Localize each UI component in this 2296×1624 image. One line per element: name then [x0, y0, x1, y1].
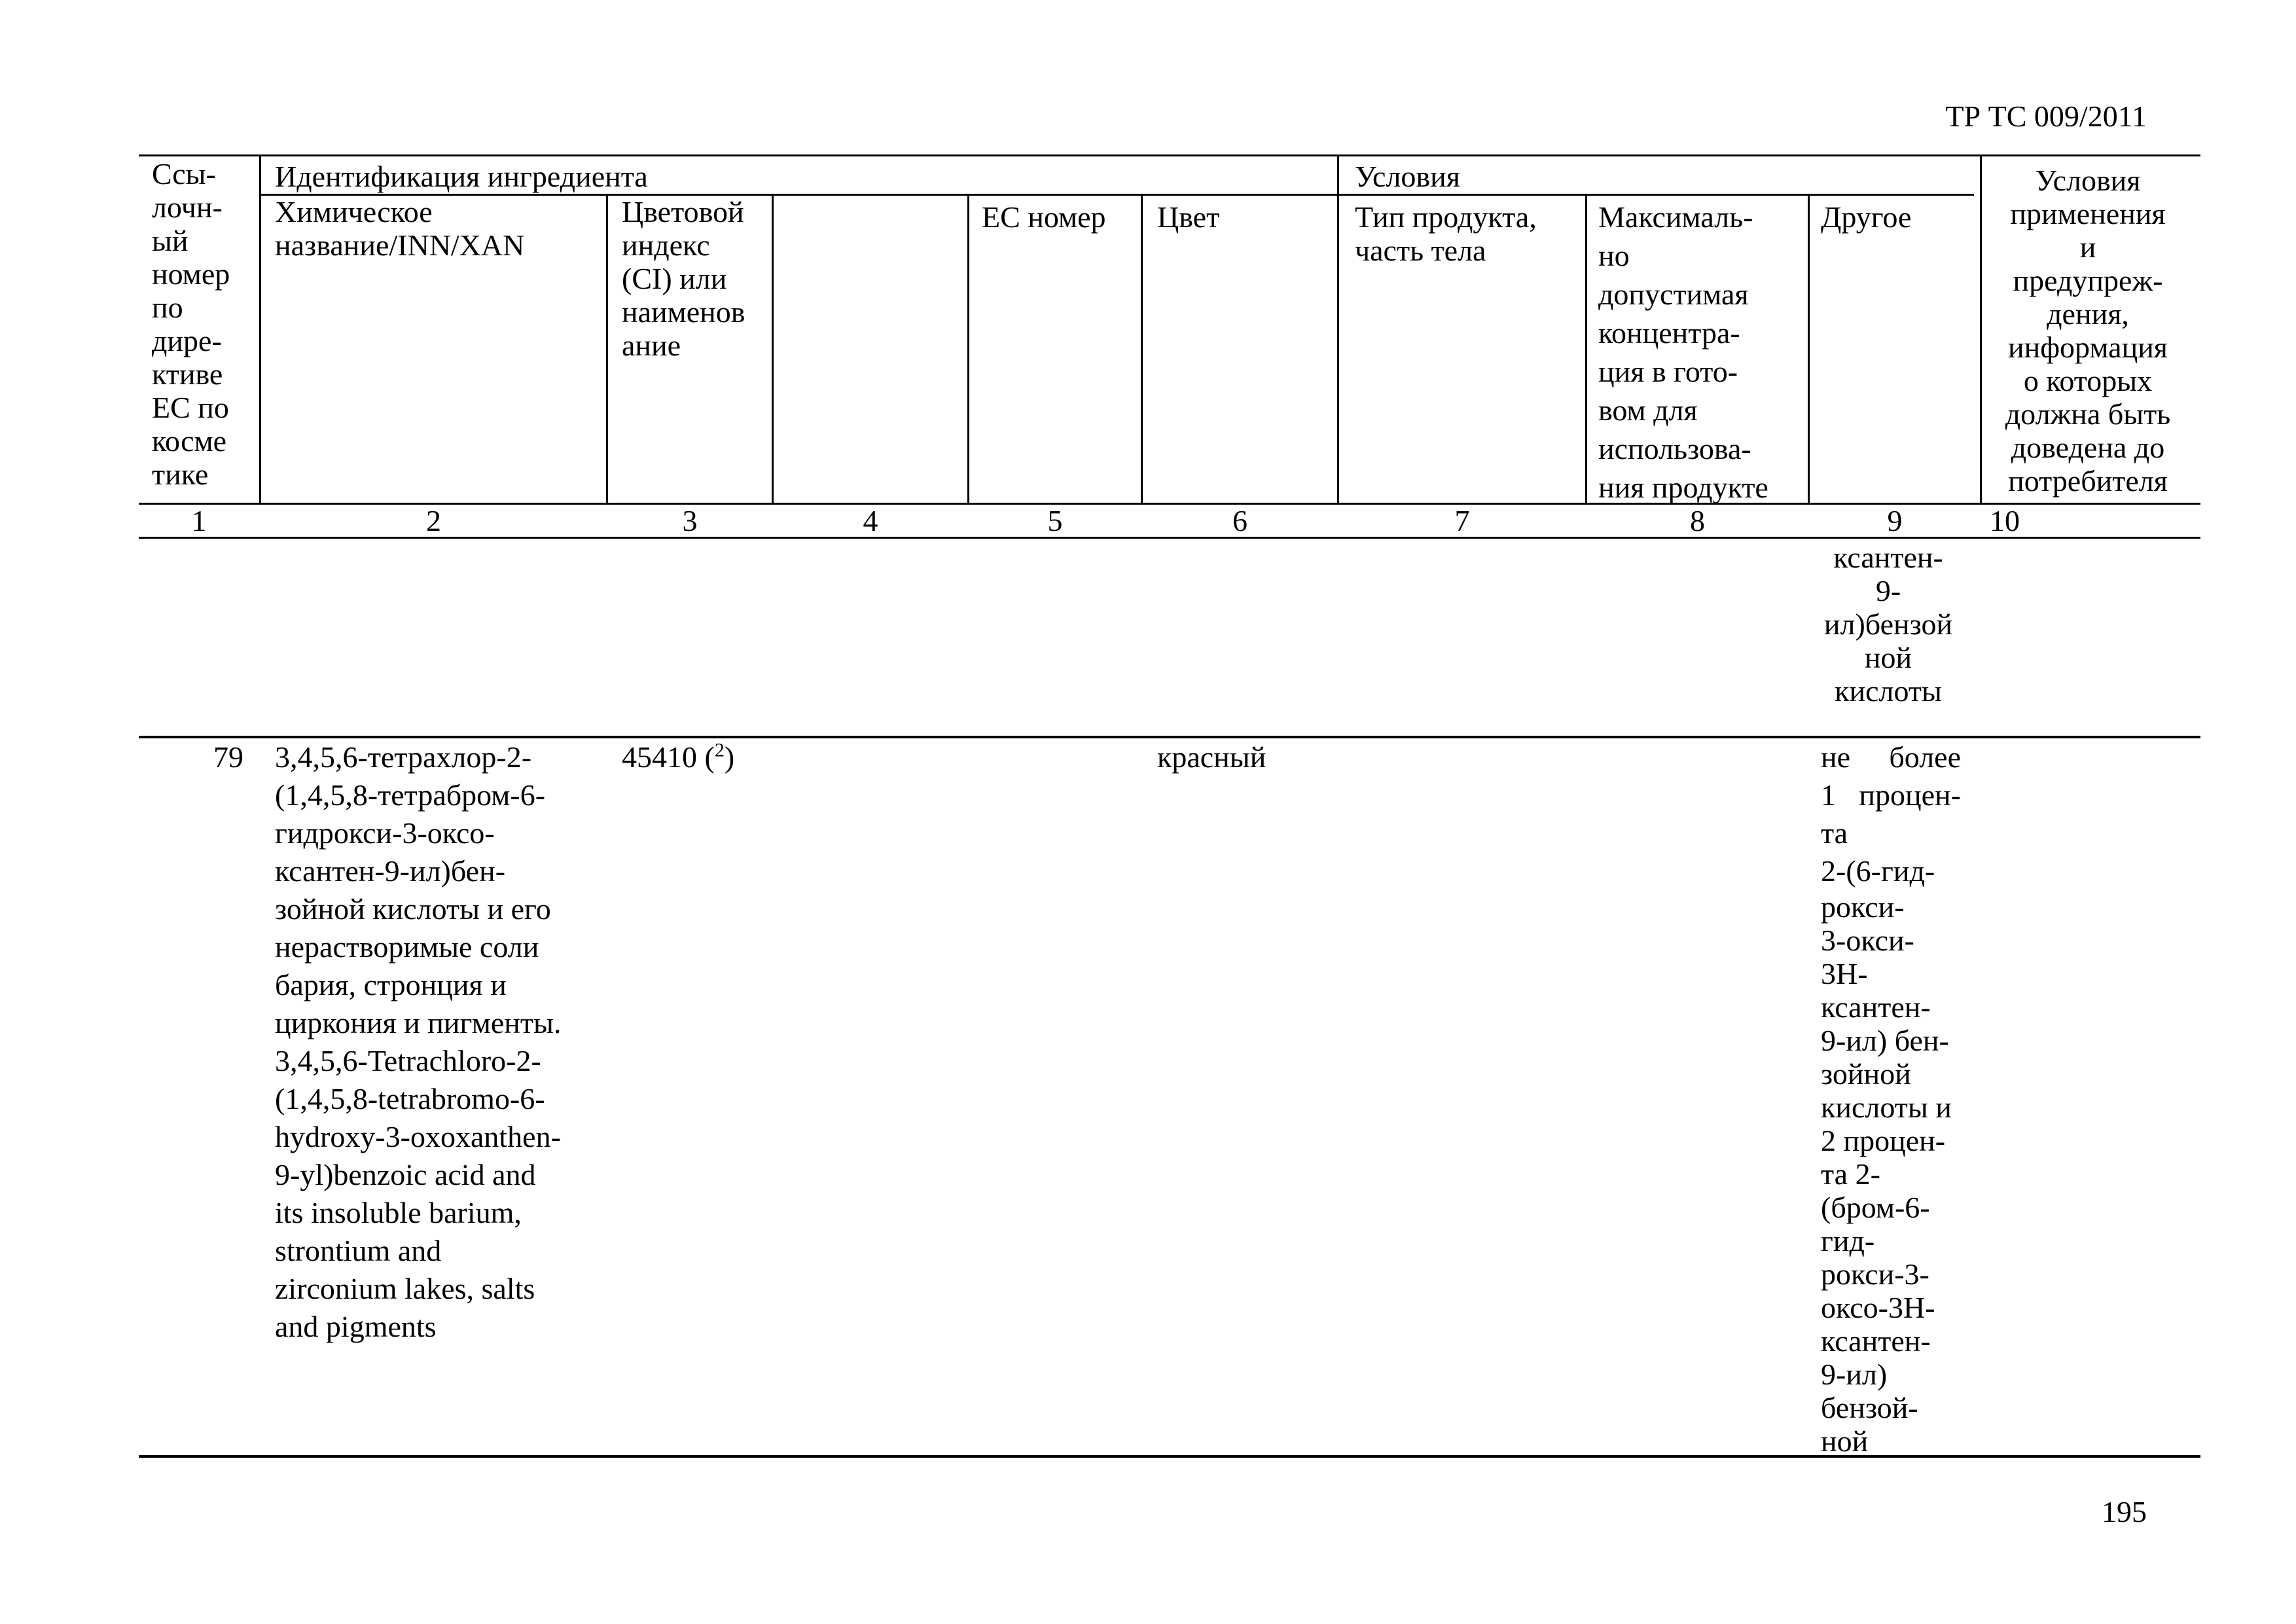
column-number-9: 9	[1887, 504, 1903, 537]
column-number-2: 2	[426, 504, 441, 537]
column-number-5: 5	[1047, 504, 1063, 537]
header-chemical-name: Химическое название/INN/XAN	[275, 195, 525, 262]
column-divider-1	[259, 155, 261, 505]
column-number-8: 8	[1690, 504, 1705, 537]
column-number-3: 3	[682, 504, 698, 537]
color-index-value: 45410 (	[622, 740, 715, 774]
page-number: 195	[2102, 1495, 2147, 1528]
group-header-divider-conditions	[1334, 194, 1974, 196]
header-identification-group: Идентификация ингредиента	[275, 160, 648, 193]
footnote-reference: 2	[714, 739, 725, 761]
row-79-color: красный	[1157, 740, 1266, 774]
header-product-type: Тип продукта, часть тела	[1355, 200, 1537, 267]
column-divider-7	[1585, 195, 1587, 505]
header-usage-warnings: Условия применения и предупреж- дения, информация о которых должна быть доведена до потребителя	[2005, 164, 2171, 497]
column-number-6: 6	[1232, 504, 1247, 537]
row-79-chemical-name: 3,4,5,6-тетрахлор-2- (1,4,5,8-тетрабром-6- гидрокси-3-оксо- ксантен-9-ил)бен- зойной кислоты и его нерастворимые соли бария, стронция и циркония и пигменты. 3,4,5,6-Tetrachloro-2- (1,4,5,8-tetrabromo-6- hydroxy-3-oxoxanthen- 9-yl)benzoic acid and its insoluble barium, strontium and zirconium lakes, salts and pigments	[275, 740, 562, 1343]
header-other: Другое	[1821, 200, 1912, 234]
row-79-ref-number: 79	[213, 740, 243, 774]
column-number-10: 10	[1990, 504, 2020, 537]
column-divider-3	[772, 195, 774, 505]
header-ref-number: Ссы- лочн- ый номер по дире- ктиве ЕС по косме тике	[152, 157, 230, 491]
header-color-index: Цветовой индекс (CI) или наименов ание	[622, 195, 745, 362]
column-divider-2	[606, 195, 608, 505]
continuation-other-cell: ксантен- 9- ил)бензой ной кислоты	[1823, 541, 1953, 708]
column-number-7: 7	[1454, 504, 1470, 537]
column-divider-4	[967, 195, 969, 505]
column-divider-5	[1141, 195, 1143, 505]
column-divider-8	[1808, 195, 1810, 505]
other-line-2: 1 процен-	[1821, 778, 1961, 812]
other-line-1: не более	[1821, 740, 1961, 774]
column-number-1: 1	[191, 504, 207, 537]
column-number-4: 4	[863, 504, 878, 537]
header-conditions-group: Условия	[1355, 160, 1460, 193]
header-color: Цвет	[1157, 200, 1220, 234]
table-top-border	[139, 154, 2200, 156]
column-divider-9	[1980, 155, 1982, 505]
color-index-close: )	[724, 740, 735, 774]
header-max-concentration: Максималь- но допустимая концентра- ция в гото- вом для использова- ния продукте	[1598, 200, 1768, 504]
document-code: ТР ТС 009/2011	[1945, 99, 2147, 133]
row-79-other: не более 1 процен- та 2-(6-гид- рокси- 3-окси- 3Н- ксантен- 9-ил) бен- зойной кислоты и 2 процен- та 2- (бром-6- гид- рокси-3- оксо-3Н- ксантен- 9-ил) бензой- ной	[1821, 738, 1978, 1458]
header-ec-number: ЕС номер	[982, 200, 1106, 234]
column-divider-6	[1337, 155, 1339, 505]
row-79-color-index	[622, 738, 769, 776]
